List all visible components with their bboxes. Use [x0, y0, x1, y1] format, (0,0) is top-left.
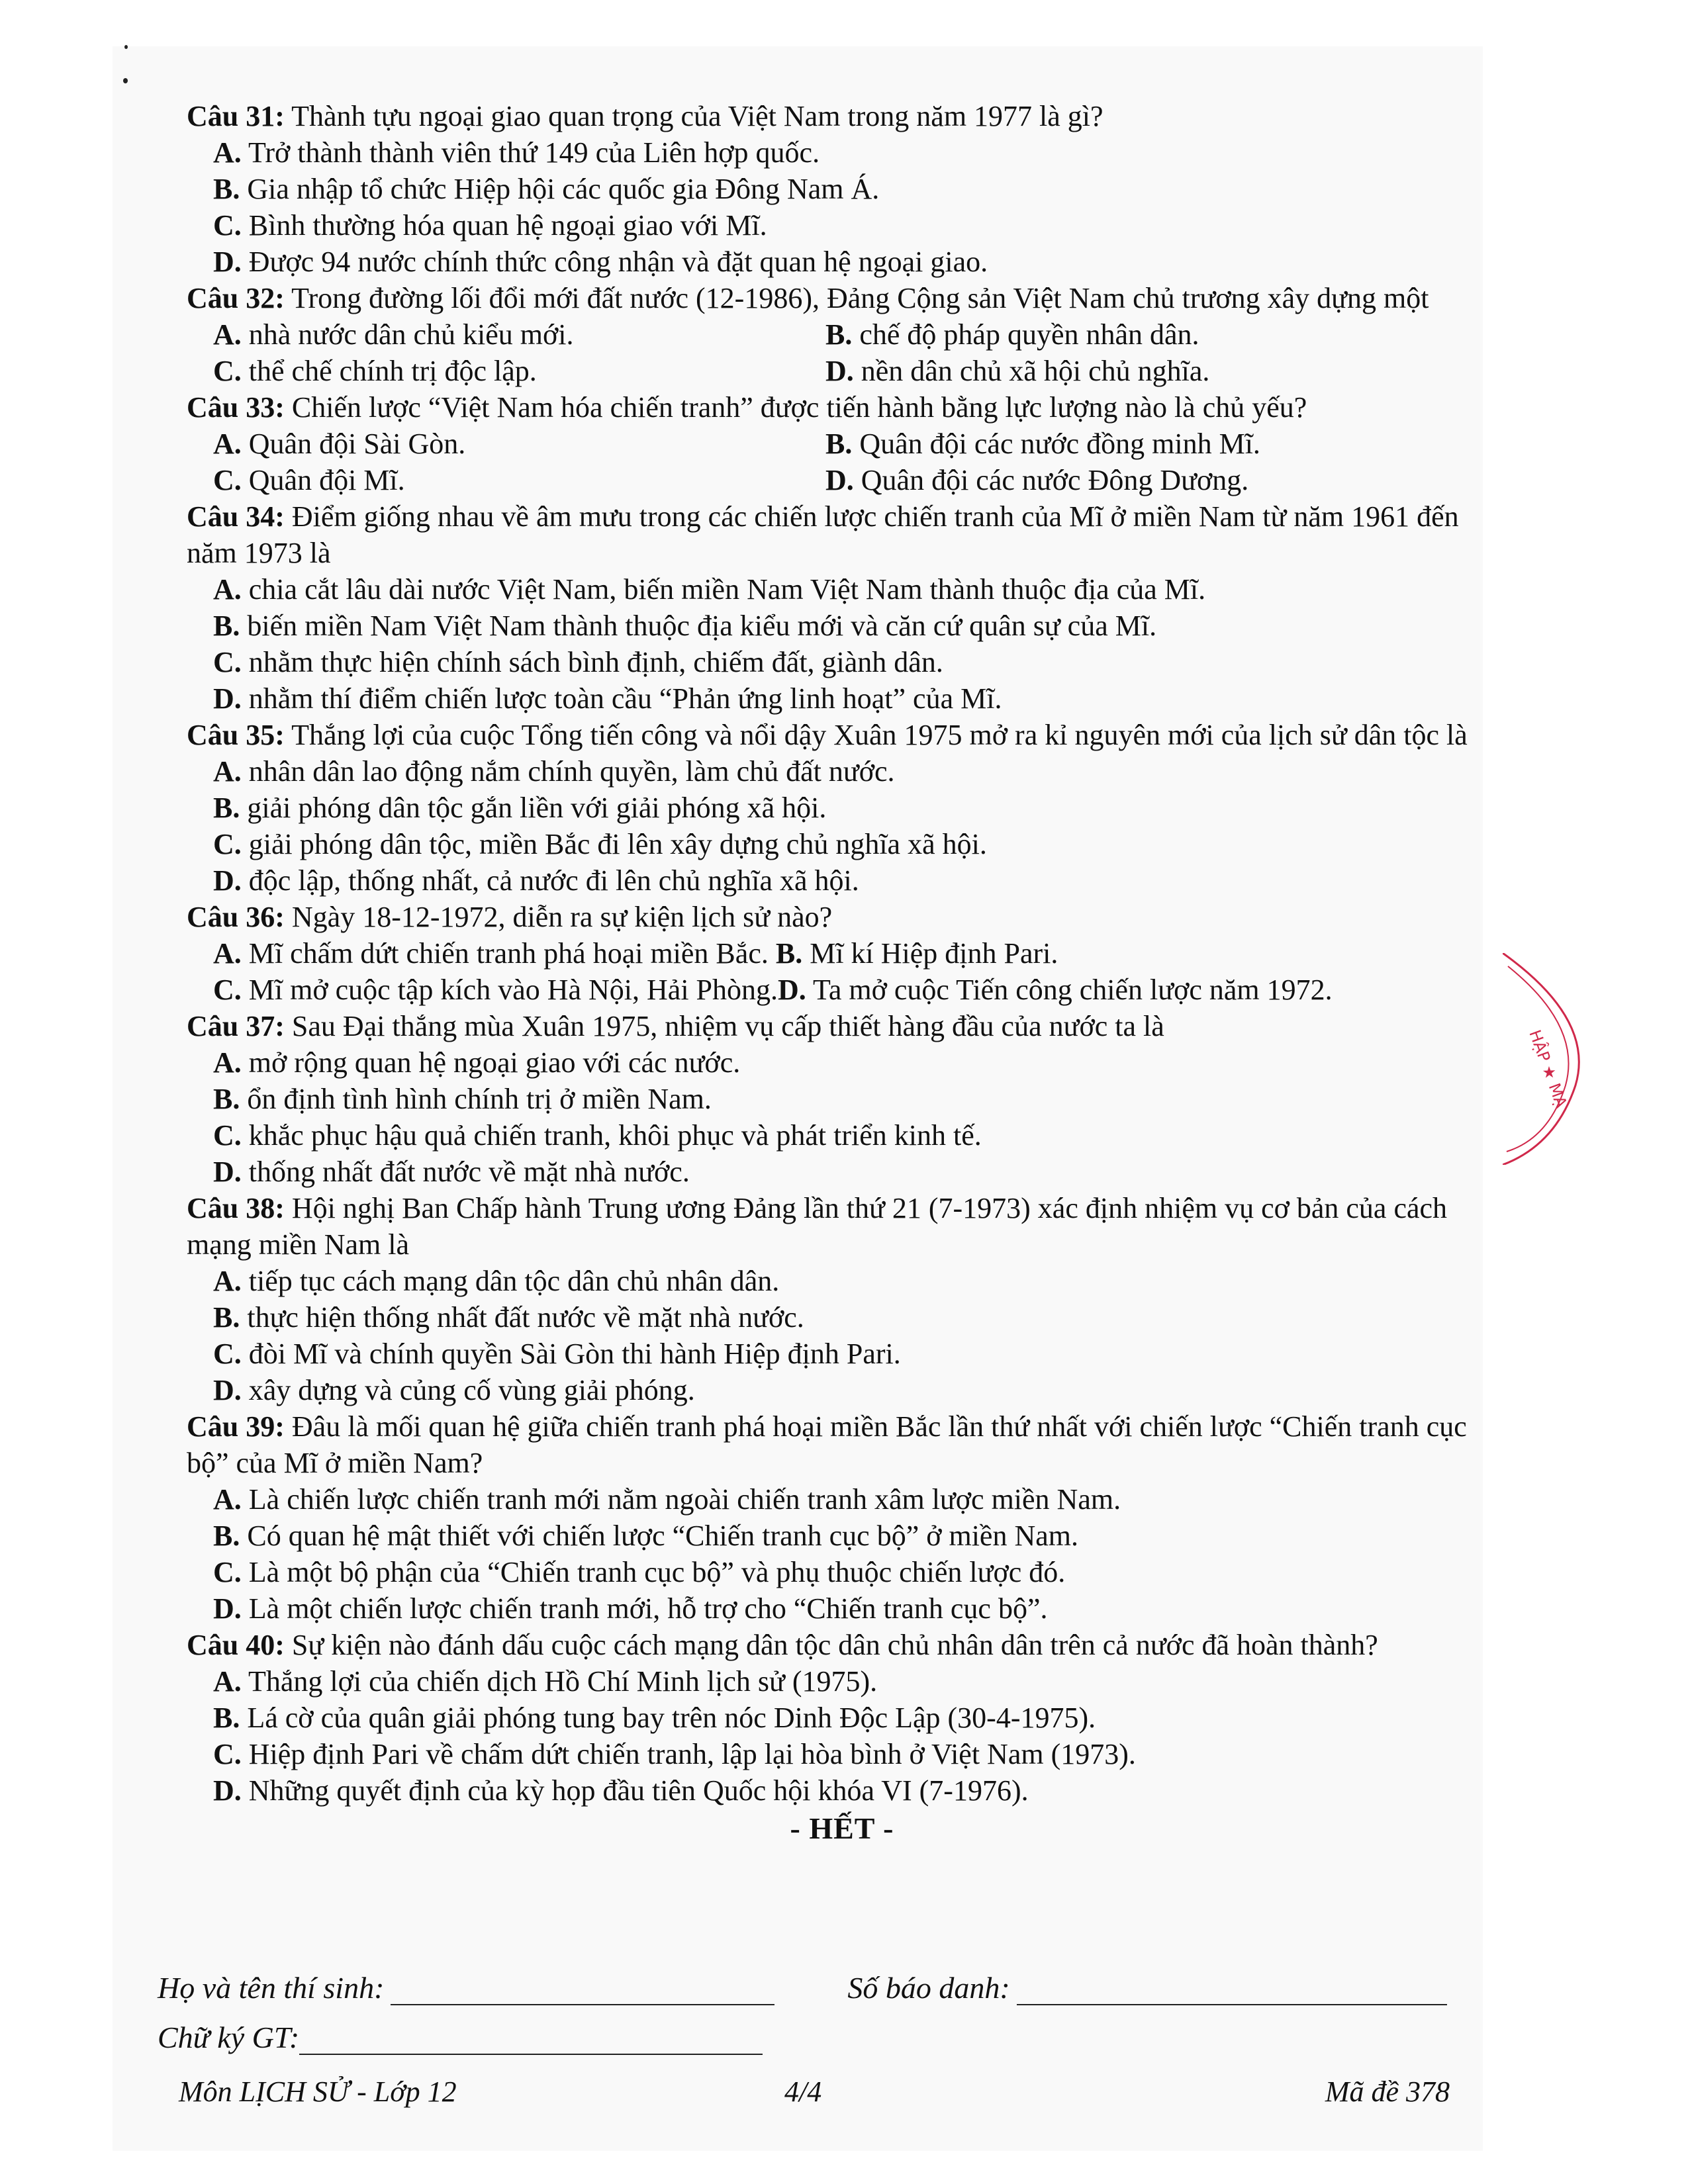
option-letter: B. — [213, 1083, 240, 1115]
option-text: Lá cờ của quân giải phóng tung bay trên nóc Dinh Độc Lập (30-4-1975). — [247, 1702, 1096, 1734]
answer-options — [187, 1481, 1497, 1627]
answer-option[interactable] — [213, 171, 1497, 207]
answer-options — [187, 426, 1497, 498]
answer-options — [187, 134, 1497, 280]
option-text: Quân đội Sài Gòn. — [248, 428, 466, 460]
option-text: Những quyết định của kỳ họp đầu tiên Quốc hội khóa VI (7-1976). — [248, 1774, 1029, 1807]
candidate-number-blank[interactable] — [1017, 1976, 1447, 2005]
option-text: ổn định tình hình chính trị ở miền Nam. — [247, 1083, 712, 1115]
question-text: Trong đường lối đổi mới đất nước (12-1986), Đảng Cộng sản Việt Nam chủ trương xây dựng một — [291, 282, 1429, 314]
option-text: nhằm thí điểm chiến lược toàn cầu “Phản ứng linh hoạt” của Mĩ. — [248, 682, 1002, 715]
question-text: Chiến lược “Việt Nam hóa chiến tranh” được tiến hành bằng lực lượng nào là chủ yếu? — [291, 391, 1307, 424]
footer-exam-code: Mã đề 378 — [1325, 2075, 1450, 2108]
option-text: đòi Mĩ và chính quyền Sài Gòn thi hành Hiệp định Pari. — [248, 1338, 901, 1370]
option-text: thống nhất đất nước về mặt nhà nước. — [248, 1156, 690, 1188]
option-text: giải phóng dân tộc gắn liền với giải phóng xã hội. — [247, 792, 827, 824]
question-number: Câu 37: — [187, 1010, 285, 1042]
question-number: Câu 34: — [187, 500, 285, 533]
proctor-signature-blank[interactable] — [299, 2026, 763, 2055]
option-letter: B. — [213, 173, 240, 205]
option-letter: C. — [213, 1556, 242, 1588]
answer-option[interactable] — [213, 207, 1497, 244]
answer-option[interactable] — [213, 244, 1497, 280]
proctor-signature-label: Chữ ký GT: — [158, 2021, 300, 2054]
question-stem — [187, 280, 1497, 316]
end-mark: - HẾT - — [790, 1811, 894, 1845]
answer-option[interactable] — [213, 1044, 1497, 1081]
option-letter: C. — [213, 355, 242, 387]
question-text: Điểm giống nhau về âm mưu trong các chiến lược chiến tranh của Mĩ ở miền Nam từ năm 1961 đến năm 1973 là — [187, 500, 1459, 569]
option-letter: B. — [213, 1520, 240, 1552]
question-number: Câu 35: — [187, 719, 285, 751]
answer-options — [187, 1263, 1497, 1408]
answer-option[interactable] — [213, 1700, 1497, 1736]
answer-options — [187, 753, 1497, 899]
answer-option[interactable] — [213, 1154, 1497, 1190]
answer-option[interactable] — [213, 1663, 1497, 1700]
answer-option[interactable] — [213, 1772, 1497, 1809]
option-letter: D. — [213, 864, 242, 897]
question-number: Câu 39: — [187, 1410, 285, 1443]
answer-option[interactable] — [213, 1336, 1497, 1372]
option-text: Gia nhập tổ chức Hiệp hội các quốc gia Đông Nam Á. — [247, 173, 880, 205]
option-letter: A. — [213, 1265, 242, 1297]
question-stem — [187, 1008, 1497, 1044]
option-text: Mĩ chấm dứt chiến tranh phá hoại miền Bắc. — [248, 937, 769, 970]
answer-option[interactable] — [213, 316, 825, 353]
option-text: Quân đội các nước Đông Dương. — [861, 464, 1249, 496]
option-letter: D. — [825, 464, 854, 496]
candidate-number-label: Số báo danh: — [847, 1971, 1010, 2005]
option-letter: C. — [213, 209, 242, 242]
question-stem — [187, 717, 1497, 753]
question-text: Thành tựu ngoại giao quan trọng của Việt Nam trong năm 1977 là gì? — [291, 100, 1103, 132]
option-text: Hiệp định Pari về chấm dứt chiến tranh, lập lại hòa bình ở Việt Nam (1973). — [248, 1738, 1136, 1770]
question-text: Sự kiện nào đánh dấu cuộc cách mạng dân tộc dân chủ nhân dân trên cả nước đã hoàn thành? — [291, 1629, 1378, 1661]
option-text: Bình thường hóa quan hệ ngoại giao với Mĩ. — [248, 209, 767, 242]
option-text: Mĩ mở cuộc tập kích vào Hà Nội, Hải Phòng. — [248, 974, 778, 1006]
answer-option[interactable] — [213, 790, 1497, 826]
question-stem — [187, 1190, 1497, 1263]
answer-option[interactable] — [213, 1590, 1497, 1627]
option-letter: A. — [213, 1046, 242, 1079]
option-text: Được 94 nước chính thức công nhận và đặt quan hệ ngoại giao. — [248, 246, 988, 278]
question-number: Câu 33: — [187, 391, 285, 424]
option-text: chế độ pháp quyền nhân dân. — [859, 318, 1199, 351]
answer-option-row — [213, 935, 1497, 972]
option-letter: C. — [213, 464, 242, 496]
answer-option[interactable] — [213, 353, 825, 389]
option-letter: A. — [213, 1665, 242, 1698]
option-text: Quân đội Mĩ. — [248, 464, 405, 496]
answer-option[interactable] — [776, 937, 1058, 970]
option-text: Là một chiến lược chiến tranh mới, hỗ trợ cho “Chiến tranh cục bộ”. — [248, 1592, 1048, 1625]
answer-option-row — [213, 972, 1497, 1008]
option-text: nền dân chủ xã hội chủ nghĩa. — [861, 355, 1210, 387]
option-text: khắc phục hậu quả chiến tranh, khôi phục và phát triển kinh tế. — [248, 1119, 982, 1152]
footer-subject: Môn LỊCH SỬ - Lớp 12 — [179, 2075, 457, 2108]
question-stem — [187, 1408, 1497, 1481]
option-letter: A. — [213, 1483, 242, 1516]
answer-options — [187, 1044, 1497, 1190]
answer-option[interactable] — [825, 316, 1487, 353]
answer-option[interactable] — [213, 937, 769, 970]
answer-option[interactable] — [213, 1117, 1497, 1154]
answer-option[interactable] — [213, 862, 1497, 899]
option-letter: A. — [213, 428, 242, 460]
option-letter: D. — [778, 974, 806, 1006]
option-letter: D. — [213, 1374, 242, 1406]
question-text: Đâu là mối quan hệ giữa chiến tranh phá hoại miền Bắc lần thứ nhất với chiến lược “Chiến tranh cục bộ” của Mĩ ở miền Nam? — [187, 1410, 1467, 1479]
answer-option[interactable] — [213, 462, 825, 498]
candidate-fields — [158, 1956, 1481, 2055]
answer-option[interactable] — [213, 134, 1497, 171]
option-letter: B. — [213, 1301, 240, 1334]
question-text: Hội nghị Ban Chấp hành Trung ương Đảng lần thứ 21 (7-1973) xác định nhiệm vụ cơ bản của cách mạng miền Nam là — [187, 1192, 1448, 1261]
answer-option[interactable] — [213, 426, 825, 462]
question-stem — [187, 899, 1497, 935]
answer-option[interactable] — [213, 1518, 1497, 1554]
option-text: Trở thành thành viên thứ 149 của Liên hợp quốc. — [248, 136, 820, 169]
answer-option[interactable] — [213, 1736, 1497, 1772]
answer-options — [187, 316, 1497, 389]
option-letter: B. — [825, 318, 853, 351]
answer-options — [187, 1663, 1497, 1809]
question-text: Sau Đại thắng mùa Xuân 1975, nhiệm vụ cấp thiết hàng đầu của nước ta là — [291, 1010, 1164, 1042]
option-letter: B. — [213, 610, 240, 642]
question-number: Câu 40: — [187, 1629, 285, 1661]
answer-option[interactable] — [213, 1481, 1497, 1518]
answer-option[interactable] — [825, 426, 1487, 462]
option-text: nhà nước dân chủ kiểu mới. — [248, 318, 574, 351]
answer-option[interactable] — [213, 1081, 1497, 1117]
answer-options — [187, 571, 1497, 717]
option-letter: C. — [213, 1338, 242, 1370]
answer-option[interactable] — [825, 462, 1487, 498]
option-text: Mĩ kí Hiệp định Pari. — [810, 937, 1058, 970]
option-letter: A. — [213, 937, 242, 970]
option-letter: D. — [213, 682, 242, 715]
answer-option[interactable] — [778, 974, 1333, 1006]
option-text: Quân đội các nước đồng minh Mĩ. — [859, 428, 1260, 460]
answer-option[interactable] — [213, 1554, 1497, 1590]
question-number: Câu 31: — [187, 100, 285, 132]
option-text: tiếp tục cách mạng dân tộc dân chủ nhân dân. — [248, 1265, 780, 1297]
option-text: Ta mở cuộc Tiến công chiến lược năm 1972. — [813, 974, 1333, 1006]
option-text: mở rộng quan hệ ngoại giao với các nước. — [248, 1046, 741, 1079]
question-text: Thắng lợi của cuộc Tổng tiến công và nổi dậy Xuân 1975 mở ra kỉ nguyên mới của lịch sử dân tộc là — [291, 719, 1468, 751]
option-letter: C. — [213, 828, 242, 860]
question-number: Câu 38: — [187, 1192, 285, 1224]
option-text: thực hiện thống nhất đất nước về mặt nhà nước. — [247, 1301, 804, 1334]
stamp-text: HẬP ★ MẠ — [1525, 1027, 1571, 1111]
option-letter: D. — [213, 1156, 242, 1188]
question-number: Câu 32: — [187, 282, 285, 314]
option-text: Thắng lợi của chiến dịch Hồ Chí Minh lịch sử (1975). — [248, 1665, 878, 1698]
scan-speck — [124, 45, 128, 49]
question-list — [187, 98, 1497, 1846]
option-text: Có quan hệ mật thiết với chiến lược “Chiến tranh cục bộ” ở miền Nam. — [247, 1520, 1078, 1552]
scan-speck — [123, 78, 128, 83]
option-text: thể chế chính trị độc lập. — [248, 355, 537, 387]
answer-option[interactable] — [213, 608, 1497, 644]
answer-option[interactable] — [213, 826, 1497, 862]
answer-option[interactable] — [213, 680, 1497, 717]
option-letter: A. — [213, 318, 242, 351]
option-letter: A. — [213, 136, 242, 169]
option-text: xây dựng và củng cố vùng giải phóng. — [248, 1374, 695, 1406]
option-letter: D. — [213, 246, 242, 278]
option-text: giải phóng dân tộc, miền Bắc đi lên xây dựng chủ nghĩa xã hội. — [248, 828, 987, 860]
option-text: nhân dân lao động nắm chính quyền, làm chủ đất nước. — [248, 755, 895, 788]
question-stem — [187, 1627, 1497, 1663]
answer-option[interactable] — [213, 571, 1497, 608]
option-letter: C. — [213, 974, 242, 1006]
option-text: chia cắt lâu dài nước Việt Nam, biến miền Nam Việt Nam thành thuộc địa của Mĩ. — [248, 573, 1206, 606]
option-letter: B. — [825, 428, 853, 460]
answer-option[interactable] — [825, 353, 1487, 389]
question-number: Câu 36: — [187, 901, 285, 933]
option-text: nhằm thực hiện chính sách bình định, chiếm đất, giành dân. — [248, 646, 943, 678]
option-letter: B. — [213, 1702, 240, 1734]
question-stem — [187, 389, 1497, 426]
answer-options — [187, 935, 1497, 1008]
red-stamp — [1503, 953, 1595, 1165]
answer-option[interactable] — [213, 1372, 1497, 1408]
question-stem — [187, 98, 1497, 134]
option-text: biến miền Nam Việt Nam thành thuộc địa kiểu mới và căn cứ quân sự của Mĩ. — [247, 610, 1157, 642]
answer-option[interactable] — [213, 1299, 1497, 1336]
answer-option[interactable] — [213, 1263, 1497, 1299]
question-text: Ngày 18-12-1972, diễn ra sự kiện lịch sử nào? — [291, 901, 833, 933]
question-stem — [187, 498, 1497, 571]
answer-option[interactable] — [213, 753, 1497, 790]
option-text: độc lập, thống nhất, cả nước đi lên chủ nghĩa xã hội. — [248, 864, 859, 897]
candidate-name-label: Họ và tên thí sinh: — [158, 1971, 385, 2005]
option-letter: A. — [213, 755, 242, 788]
option-letter: C. — [213, 1119, 242, 1152]
answer-option[interactable] — [213, 644, 1497, 680]
option-letter: C. — [213, 1738, 242, 1770]
option-letter: D. — [213, 1592, 242, 1625]
option-text: Là một bộ phận của “Chiến tranh cục bộ” và phụ thuộc chiến lược đó. — [248, 1556, 1066, 1588]
option-letter: D. — [825, 355, 854, 387]
option-text: Là chiến lược chiến tranh mới nằm ngoài chiến tranh xâm lược miền Nam. — [248, 1483, 1121, 1516]
option-letter: A. — [213, 573, 242, 606]
option-letter: B. — [775, 937, 803, 970]
candidate-name-blank[interactable] — [391, 1976, 774, 2005]
option-letter: B. — [213, 792, 240, 824]
option-letter: D. — [213, 1774, 242, 1807]
option-letter: C. — [213, 646, 242, 678]
answer-option[interactable] — [213, 974, 778, 1006]
footer-page-number: 4/4 — [784, 2075, 822, 2108]
